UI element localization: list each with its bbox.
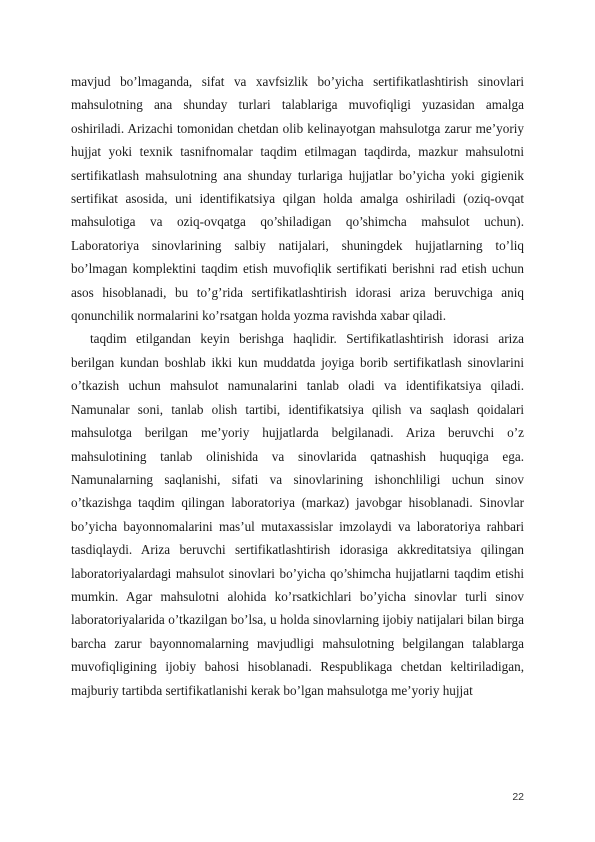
paragraph-2: taqdim etilgandan keyin berishga haqlidir. Sertifikatlashtirish idorasi ariza berilgan kundan boshlab ikki kun muddatda joyiga borib sertifikatlash sinovlarini o’tkazish uchun mahsulot namunalarini tanlab oladi va identifikatsiya qiladi. Namunalar soni, tanlab olish tartibi, identifikatsiya qilish va saqlash qoidalari mahsulotga berilgan me’yoriy hujjatlarda belgilanadi. Ariza beruvchi o’z mahsulotining tanlab olinishida va sinovlarida qatnashish huquqiga ega. Namunalarning saqlanishi, sifati va sinovlarining ishonchliligi uchun sinov o’tkazishga taqdim qilingan laboratoriya (markaz) javobgar hisoblanadi. Sinovlar bo’yicha bayonnomalarini mas’ul mutaxassislar imzolaydi va laboratoriya rahbari tasdiqlaydi. Ariza beruvchi sertifikatlashtirish idorasiga akkreditatsiya qilingan laboratoriyalardagi mahsulot sinovlari bo’yicha qo’shimcha hujjatlarni taqdim etishi mumkin. Agar mahsulotni alohida ko’rsatkichlari bo’yicha sinovlar turli sinov laboratoriyalarida o’tkazilgan bo’lsa, u holda sinovlarning ijobiy natijalari bilan birga barcha zarur bayonnomalarning mavjudligi mahsulotning belgilangan talablarga muvofiqligining ijobiy bahosi hisoblanadi. Respublikaga chetdan keltiriladigan, majburiy tartibda sertifikatlanishi kerak bo’lgan mahsulotga me’yoriy hujjat [71, 331, 524, 698]
page-number: 22 [512, 791, 524, 803]
page-body [71, 70, 524, 702]
paragraph-1: mavjud bo’lmaganda, sifat va xavfsizlik bo’yicha sertifikatlashtirish sinovlari mahsulotning ana shunday turlari talablariga muvofiqligi yuzasidan amalga oshiriladi. Arizachi tomonidan chetdan olib kelinayotgan mahsulotga zarur me’yoriy hujjat yoki texnik tasnifnomalar taqdim etilmagan taqdirda, mazkur mahsulotni sertifikatlash mahsulotning ana shunday turlariga hujjatlar bo’yicha yoki gigienik sertifikat asosida, uni identifikatsiya qilgan holda amalga oshiriladi (oziq-ovqat mahsulotiga va oziq-ovqatga qo’shiladigan qo’shimcha mahsulot uchun). Laboratoriya sinovlarining salbiy natijalari, shuningdek hujjatlarning to’liq bo’lmagan komplektini taqdim etish muvofiqlik sertifikati berishni rad etish uchun asos hisoblanadi, bu to’g’rida sertifikatlashtirish idorasi ariza beruvchiga aniq qonunchilik normalarini ko’rsatgan holda yozma ravishda xabar qiladi. [71, 74, 524, 324]
